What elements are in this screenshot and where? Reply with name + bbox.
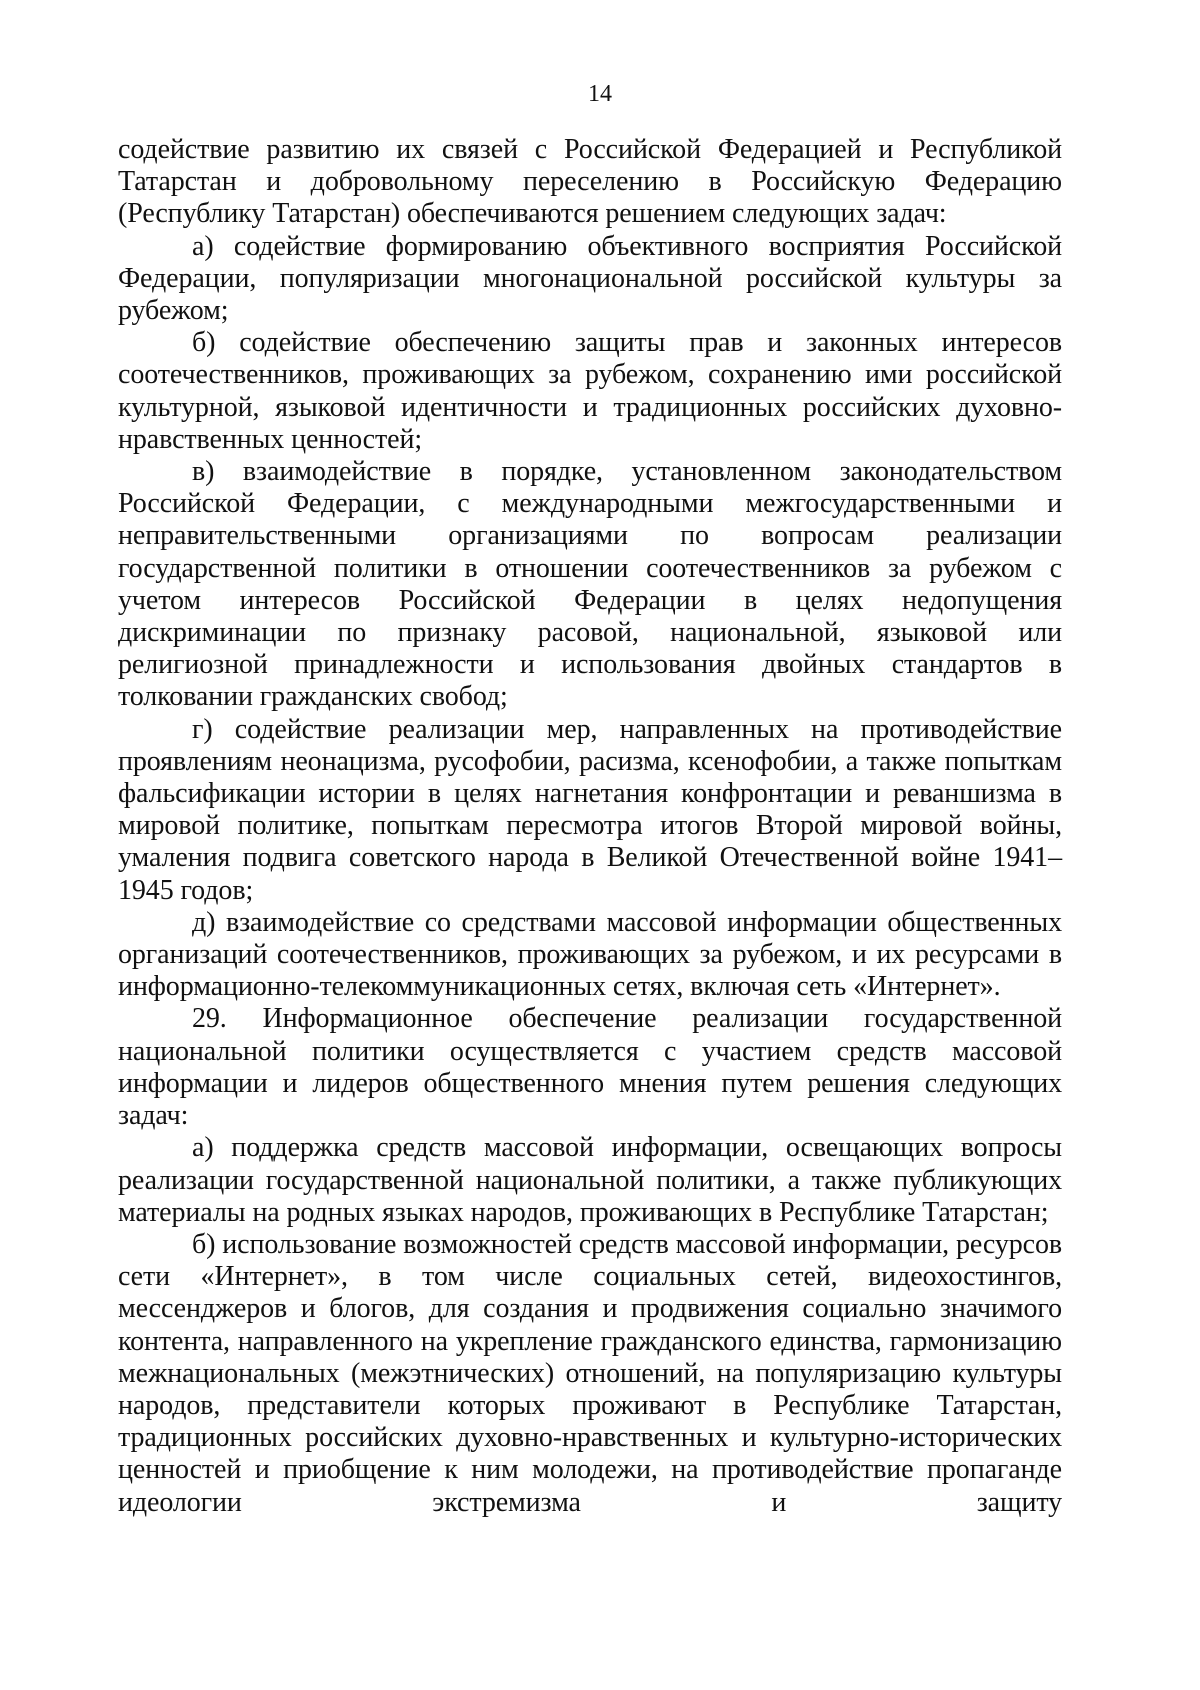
- paragraph-item-d: д) взаимодействие со средствами массовой информации общественных организаций соотечественников, проживающих за рубежом, и их ресурсами в информационно-телекоммуникационных сетях, включая сеть «Интернет».: [118, 906, 1062, 1003]
- document-body: [118, 134, 1062, 1519]
- page-number: 14: [588, 81, 612, 107]
- paragraph-item-g: г) содействие реализации мер, направленных на противодействие проявлениям неонацизма, русофобии, расизма, ксенофобии, а также попыткам фальсификации истории в целях нагнетания конфронтации и реваншизма в мировой политике, попыткам пересмотра итогов Второй мировой войны, умаления подвига советского народа в Великой Отечественной войне 1941–1945 годов;: [118, 713, 1062, 906]
- paragraph-item-b-2: б) использование возможностей средств массовой информации, ресурсов сети «Интернет», в том числе социальных сетей, видеохостингов, мессенджеров и блогов, для создания и продвижения социально значимого контента, направленного на укрепление гражданского единства, гармонизацию межнациональных (межэтнических) отношений, на популяризацию культуры народов, представители которых проживают в Республике Татарстан, традиционных российских духовно-нравственных и культурно-исторических ценностей и приобщение к ним молодежи, на противодействие пропаганде идеологии экстремизма и защиту: [118, 1228, 1062, 1518]
- paragraph-item-v: в) взаимодействие в порядке, установленном законодательством Российской Федерации, с международными межгосударственными и неправительственными организациями по вопросам реализации государственной политики в отношении соотечественников за рубежом с учетом интересов Российской Федерации в целях недопущения дискриминации по признаку расовой, национальной, языковой или религиозной принадлежности и использования двойных стандартов в толковании гражданских свобод;: [118, 456, 1062, 713]
- paragraph-item-a-2: а) поддержка средств массовой информации, освещающих вопросы реализации государственной национальной политики, а также публикующих материалы на родных языках народов, проживающих в Республике Татарстан;: [118, 1132, 1062, 1228]
- paragraph-section-29: 29. Информационное обеспечение реализации государственной национальной политики осуществляется с участием средств массовой информации и лидеров общественного мнения путем решения следующих задач:: [118, 1003, 1062, 1132]
- paragraph-item-a: а) содействие формированию объективного восприятия Российской Федерации, популяризации многонациональной российской культуры за рубежом;: [118, 230, 1062, 327]
- paragraph-continuation: содействие развитию их связей с Российской Федерацией и Республикой Татарстан и добровольному переселению в Российскую Федерацию (Республику Татарстан) обеспечиваются решением следующих задач:: [118, 134, 1062, 230]
- paragraph-item-b: б) содействие обеспечению защиты прав и законных интересов соотечественников, проживающих за рубежом, сохранению ими российской культурной, языковой идентичности и традиционных российских духовно-нравственных ценностей;: [118, 327, 1062, 455]
